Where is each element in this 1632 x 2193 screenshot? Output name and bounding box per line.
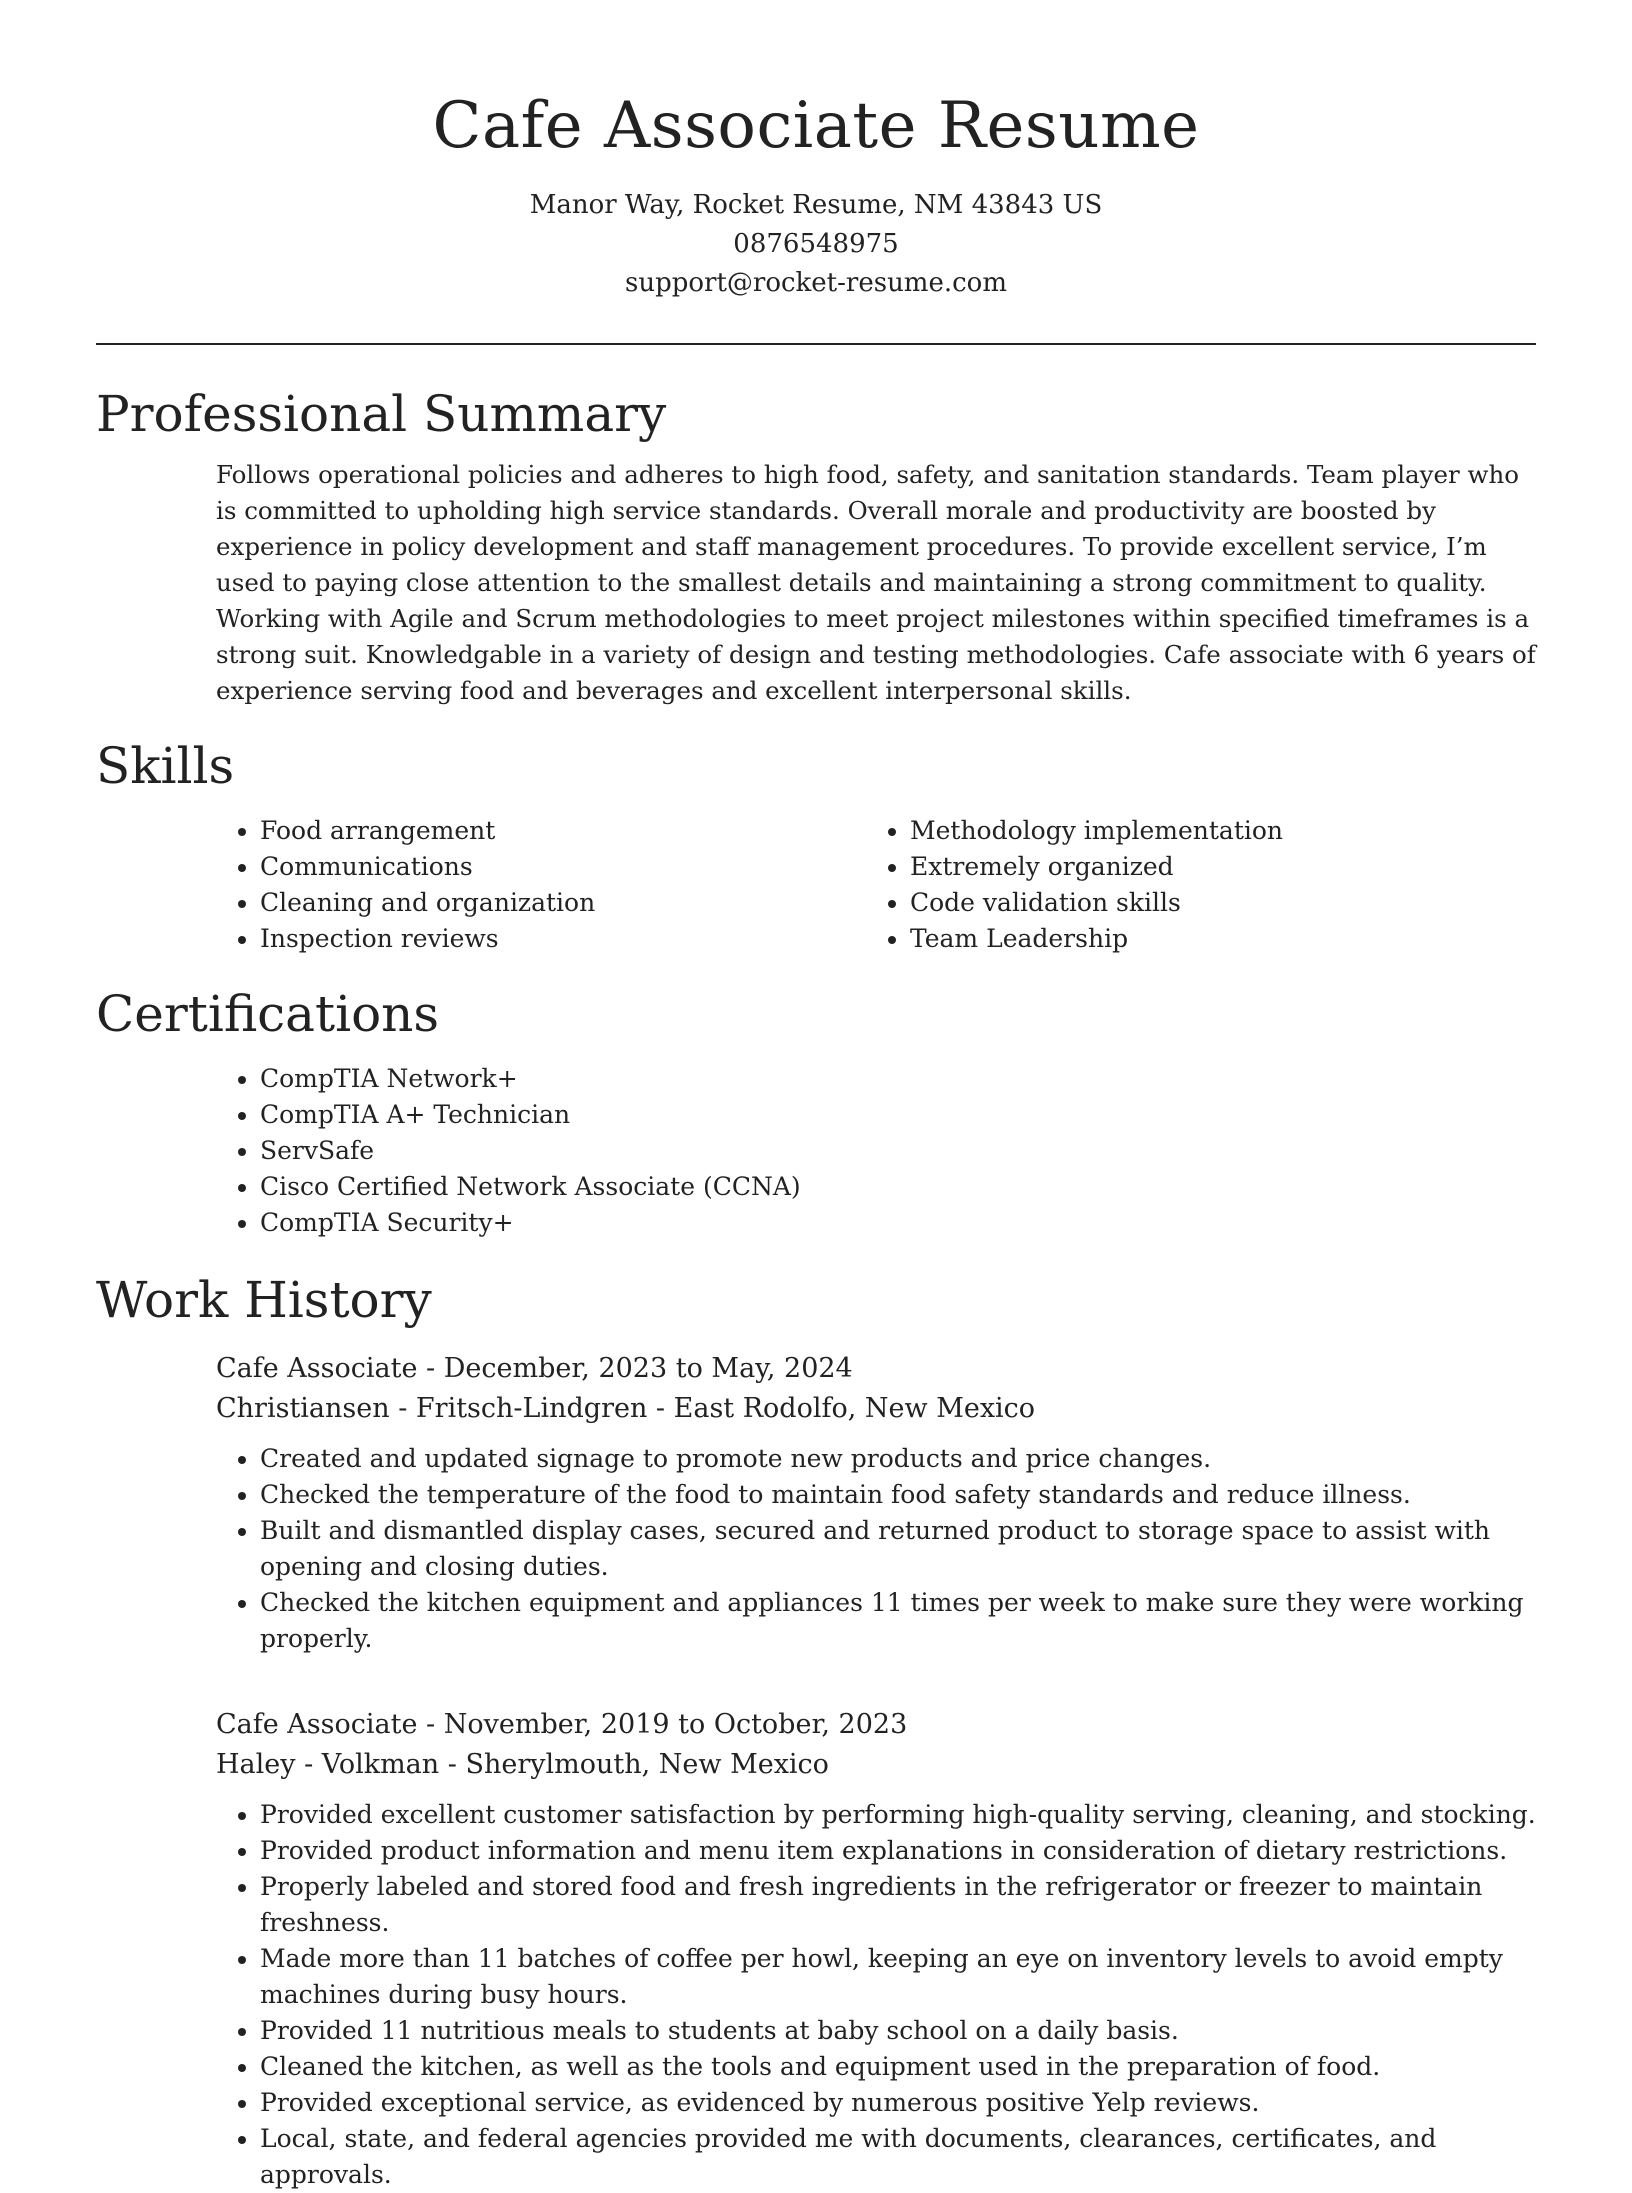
resume-header	[96, 0, 1536, 303]
job-company: Haley - Volkman	[216, 1749, 440, 1780]
job-role: Cafe Associate	[216, 1709, 418, 1740]
skill-item: • Cleaning and organization	[260, 885, 866, 921]
job-bullet: • Local, state, and federal agencies provided me with documents, clearances, certificates, and approvals.	[260, 2121, 1536, 2193]
certifications-list	[216, 1061, 1536, 1241]
skills-column-left	[216, 813, 866, 957]
contact-address: Manor Way, Rocket Resume, NM 43843 US	[529, 190, 1103, 220]
skill-item: • Extremely organized	[910, 849, 1516, 885]
contact-info	[96, 186, 1536, 303]
skill-item: • Methodology implementation	[910, 813, 1516, 849]
job-bullet: • Properly labeled and stored food and fresh ingredients in the refrigerator or freezer to maintain freshness.	[260, 1869, 1536, 1941]
job-bullet: • Checked the temperature of the food to maintain food safety standards and reduce illness.	[260, 1477, 1536, 1513]
contact-phone: 0876548975	[733, 229, 899, 259]
job-bullet: • Provided excellent customer satisfaction by performing high-quality serving, cleaning, and stocking.	[260, 1797, 1536, 1833]
skills-list	[216, 813, 1536, 957]
contact-email: support@rocket-resume.com	[624, 268, 1007, 298]
job-entry	[216, 1705, 1536, 1785]
job-bullet: • Cleaned the kitchen, as well as the tools and equipment used in the preparation of food.	[260, 2049, 1536, 2085]
job-company-line	[216, 1745, 1536, 1785]
job-role: Cafe Associate	[216, 1353, 418, 1384]
certification-item: • CompTIA A+ Technician	[260, 1097, 1536, 1133]
skill-item: • Food arrangement	[260, 813, 866, 849]
skills-heading: Skills	[96, 737, 235, 795]
job-location: - East Rodolfo, New Mexico	[647, 1393, 1036, 1424]
job-bullet: • Created and updated signage to promote new products and price changes.	[260, 1441, 1536, 1477]
summary-text: Follows operational policies and adheres to high food, safety, and sanitation standards. Team player who is committed to upholding high service standards. Overall morale and productivity are boosted by experience in policy development and staff management procedures. To provide excellent service, I’m used to paying close attention to the smallest details and maintaining a strong commitment to quality. Working with Agile and Scrum methodologies to meet project milestones within specified timeframes is a strong suit. Knowledgable in a variety of design and testing methodologies. Cafe associate with 6 years of experience serving food and beverages and excellent interpersonal skills.	[216, 460, 1536, 705]
skill-item: • Team Leadership	[910, 921, 1516, 957]
job-bullet: • Built and dismantled display cases, secured and returned product to storage space to assist with opening and closing duties.	[260, 1513, 1536, 1585]
resume-title: Cafe Associate Resume	[432, 89, 1200, 163]
job-bullet: • Provided product information and menu item explanations in consideration of dietary restrictions.	[260, 1833, 1536, 1869]
skill-item: • Code validation skills	[910, 885, 1516, 921]
certification-item: • CompTIA Security+	[260, 1205, 1536, 1241]
job-location: - Sherylmouth, New Mexico	[439, 1749, 829, 1780]
job-bullet: • Made more than 11 batches of coffee per howl, keeping an eye on inventory levels to avoid empty machines during busy hours.	[260, 1941, 1536, 2013]
job-dates: - December, 2023 to May, 2024	[417, 1353, 853, 1384]
job-entry	[216, 1349, 1536, 1429]
job-bullet: • Checked the kitchen equipment and appliances 11 times per week to make sure they were working properly.	[260, 1585, 1536, 1657]
header-divider	[96, 343, 1536, 345]
job-dates: - November, 2019 to October, 2023	[417, 1709, 908, 1740]
certification-item: • ServSafe	[260, 1133, 1536, 1169]
job-company: Christiansen - Fritsch-Lindgren	[216, 1393, 648, 1424]
certification-item: • CompTIA Network+	[260, 1061, 1536, 1097]
skill-item: • Inspection reviews	[260, 921, 866, 957]
job-role-line	[216, 1349, 1536, 1389]
job-bullet: • Provided 11 nutritious meals to students at baby school on a daily basis.	[260, 2013, 1536, 2049]
skills-column-right	[866, 813, 1516, 957]
job-bullets	[216, 1797, 1536, 2193]
job-bullet: • Provided exceptional service, as evidenced by numerous positive Yelp reviews.	[260, 2085, 1536, 2121]
summary-heading: Professional Summary	[96, 385, 667, 443]
skill-item: • Communications	[260, 849, 866, 885]
job-company-line	[216, 1389, 1536, 1429]
job-role-line	[216, 1705, 1536, 1745]
work-history-heading: Work History	[96, 1271, 432, 1329]
job-bullets	[216, 1441, 1536, 1657]
certification-item: • Cisco Certified Network Associate (CCNA)	[260, 1169, 1536, 1205]
certifications-heading: Certifications	[96, 985, 440, 1043]
